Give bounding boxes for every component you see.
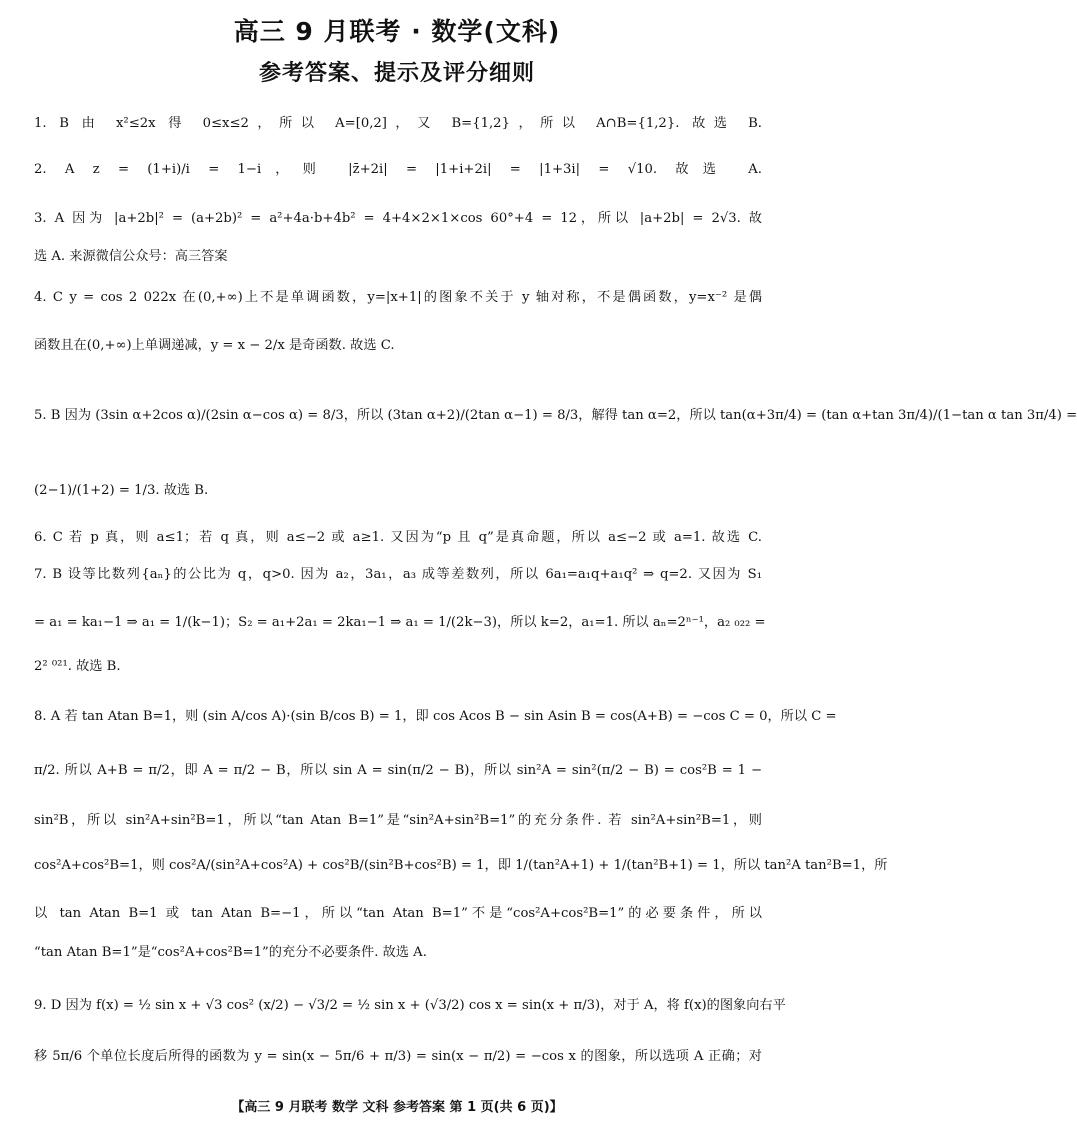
page-footer: 【高三 9 月联考 数学 文科 参考答案 第 1 页(共 6 页)】: [231, 1100, 563, 1115]
answer-line: 3. A 因为 |a+2b|² = (a+2b)² = a²+4a·b+4b² = 4+4×2×1×cos 60°+4 = 12，所以 |a+2b| = 2√3. 故: [34, 211, 762, 226]
answer-line: = a₁ = ka₁−1 ⇒ a₁ = 1/(k−1)；S₂ = a₁+2a₁ = 2ka₁−1 ⇒ a₁ = 1/(2k−3)，所以 k=2，a₁=1. 所以 aₙ=2ⁿ⁻¹，a₂ ₀₂₂ =: [34, 615, 766, 630]
answer-line: 函数且在(0,+∞)上单调递减，y = x − 2/x 是奇函数. 故选 C.: [34, 338, 395, 353]
answer-line: 8. A 若 tan Atan B=1，则 (sin A/cos A)·(sin B/cos B) = 1，即 cos Acos B − sin Asin B = cos(A+B) = −cos C = 0，所以 C =: [34, 709, 837, 724]
answer-line: (2−1)/(1+2) = 1/3. 故选 B.: [34, 483, 209, 498]
answer-line: 2² ⁰²¹. 故选 B.: [34, 659, 121, 674]
answer-line: 4. C y = cos 2 022x 在(0,+∞)上不是单调函数，y=|x+1|的图象不关于 y 轴对称，不是偶函数，y=x⁻² 是偶: [34, 290, 762, 305]
answer-line: 1. B 由 x²≤2x 得 0≤x≤2，所以 A=[0,2]，又 B={1,2}，所以 A∩B={1,2}. 故选 B.: [34, 116, 762, 131]
page-subtitle: 参考答案、提示及评分细则: [258, 61, 535, 86]
answer-line: sin²B，所以 sin²A+sin²B=1，所以“tan Atan B=1”是“sin²A+sin²B=1”的充分条件. 若 sin²A+sin²B=1，则: [34, 813, 762, 828]
answer-line: 2. A z = (1+i)/i = 1−i，则 |z̄+2i| = |1+i+2i| = |1+3i| = √10. 故选 A.: [34, 162, 762, 177]
answer-line: 选 A. 来源微信公众号：高三答案: [34, 249, 228, 264]
answer-line: 移 5π/6 个单位长度后所得的函数为 y = sin(x − 5π/6 + π/3) = sin(x − π/2) = −cos x 的图象，所以选项 A 正确；对: [34, 1049, 762, 1064]
page-title: 高三 9 月联考 · 数学(文科): [233, 17, 561, 46]
answer-line: 以 tan Atan B=1 或 tan Atan B=−1，所以“tan Atan B=1”不是“cos²A+cos²B=1”的必要条件，所以: [34, 906, 762, 921]
answer-line: 9. D 因为 f(x) = ½ sin x + √3 cos² (x/2) − √3/2 = ½ sin x + (√3/2) cos x = sin(x + π/3)，对于 A，将 f(x)的图象向右平: [34, 998, 786, 1013]
answer-line: cos²A+cos²B=1，则 cos²A/(sin²A+cos²A) + cos²B/(sin²B+cos²B) = 1，即 1/(tan²A+1) + 1/(tan²B+1) = 1，所以 tan²A tan²B=1，所: [34, 858, 888, 873]
answer-line: 5. B 因为 (3sin α+2cos α)/(2sin α−cos α) = 8/3，所以 (3tan α+2)/(2tan α−1) = 8/3，解得 tan α=2，所以 tan(α+3π/4) = (tan α+tan 3π/4)/(1−tan α tan 3π/4) =: [34, 408, 1077, 423]
answer-line: 7. B 设等比数列{aₙ}的公比为 q，q>0. 因为 a₂，3a₁，a₃ 成等差数列，所以 6a₁=a₁q+a₁q² ⇒ q=2. 又因为 S₁: [34, 567, 762, 582]
answer-line: π/2. 所以 A+B = π/2，即 A = π/2 − B，所以 sin A = sin(π/2 − B)，所以 sin²A = sin²(π/2 − B) = cos²B = 1 −: [34, 763, 762, 778]
answer-line: 6. C 若 p 真，则 a≤1；若 q 真，则 a≤−2 或 a≥1. 又因为“p 且 q”是真命题，所以 a≤−2 或 a=1. 故选 C.: [34, 530, 762, 545]
answer-line: “tan Atan B=1”是“cos²A+cos²B=1”的充分不必要条件. 故选 A.: [34, 945, 427, 960]
